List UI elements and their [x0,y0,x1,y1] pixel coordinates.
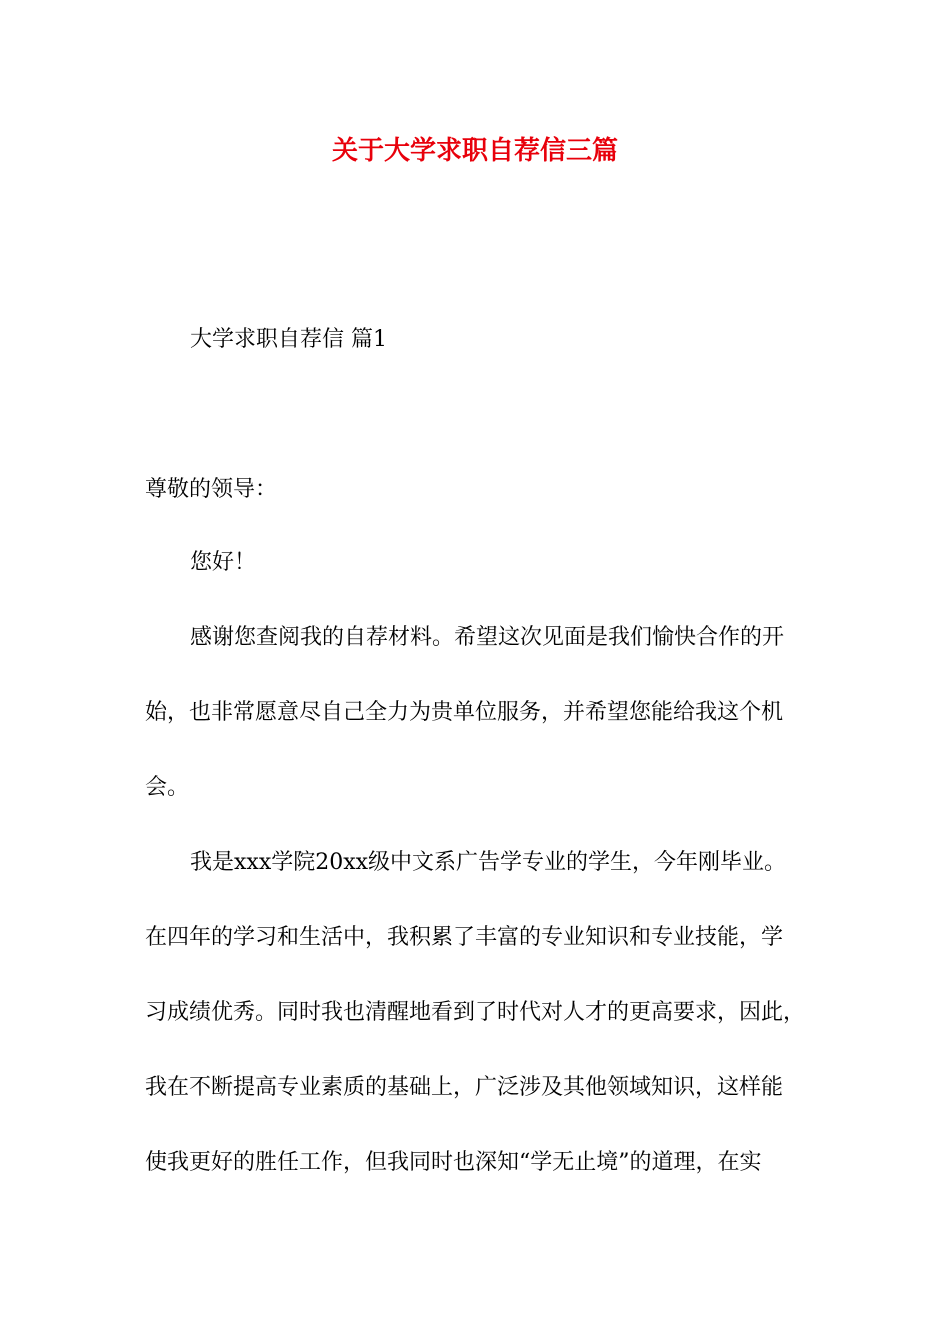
paragraph-line: 在四年的学习和生活中，我积累了丰富的专业知识和专业技能，学 [145,925,784,950]
section-heading: 大学求职自荐信 篇1 [190,327,387,352]
document-title: 关于大学求职自荐信三篇 [331,136,618,166]
greeting: 您好！ [190,550,257,575]
salutation: 尊敬的领导： [145,477,278,502]
paragraph-line: 使我更好的胜任工作，但我同时也深知“学无止境”的道理，在实 [145,1150,762,1175]
paragraph-line: 感谢您查阅我的自荐材料。希望这次见面是我们愉快合作的开 [190,625,785,650]
paragraph-line: 我是xxx学院20xx级中文系广告学专业的学生，今年刚毕业。 [190,850,787,875]
paragraph-line: 习成绩优秀。同时我也清醒地看到了时代对人才的更高要求，因此， [145,1000,806,1025]
paragraph-line: 我在不断提高专业素质的基础上，广泛涉及其他领域知识，这样能 [145,1075,784,1100]
paragraph-line: 会。 [145,775,190,800]
paragraph-line: 始，也非常愿意尽自己全力为贵单位服务，并希望您能给我这个机 [145,700,784,725]
